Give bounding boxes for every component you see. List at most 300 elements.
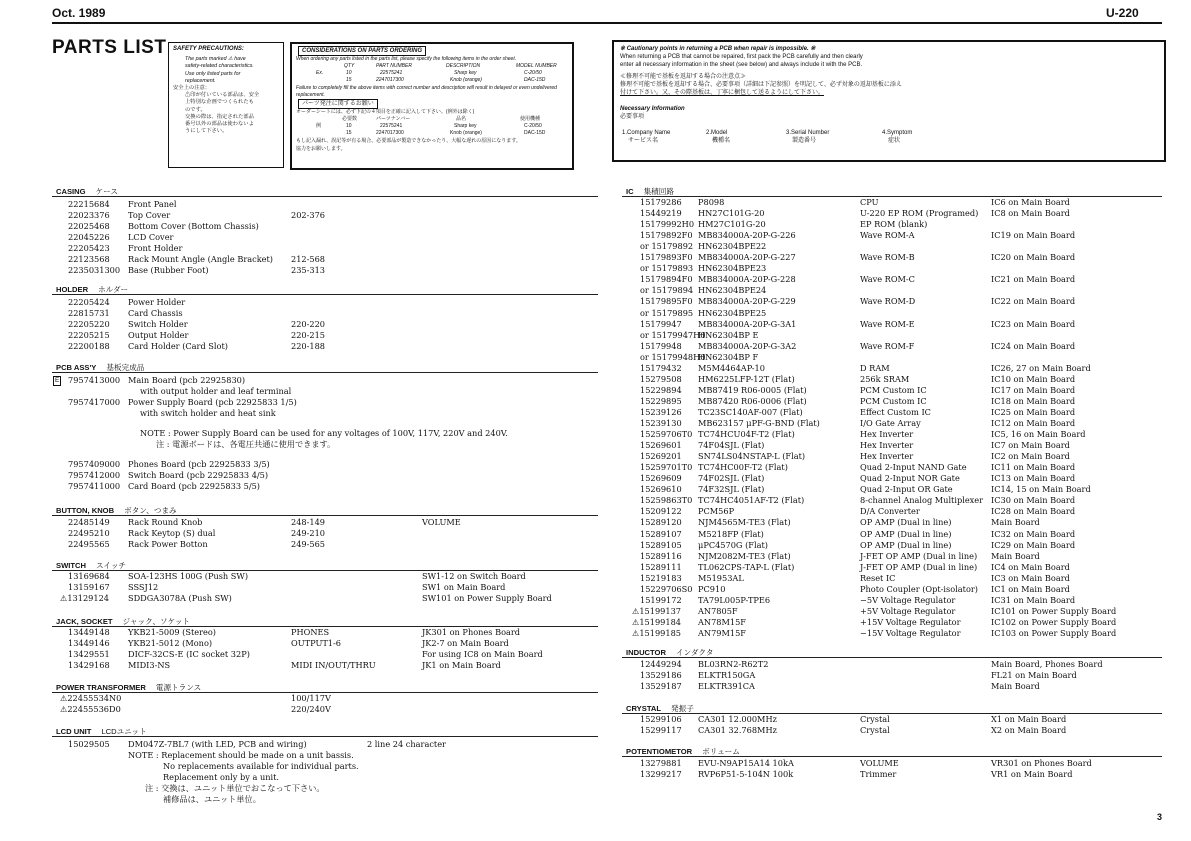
- part-number: 22205423: [68, 243, 110, 254]
- part-location: SW101 on Power Supply Board: [422, 593, 552, 604]
- part-description: DM047Z-7BL7 (with LED, PCB and wiring): [128, 739, 307, 749]
- part-location: FL21 on Main Board: [991, 670, 1077, 681]
- part-description: TC74HCU04F-T2 (Flat): [698, 429, 795, 440]
- caution-item-model-jp: 機種名: [712, 138, 731, 144]
- ordering-jp-note: 協力をお願いします。: [296, 145, 346, 152]
- part-description: Switch Board (pcb 22925833 4/5): [128, 470, 269, 481]
- part-description: 補修品は、ユニット単位。: [163, 794, 261, 805]
- ordering-ex-part: 22575241: [380, 70, 403, 77]
- part-number: 13169684: [68, 571, 110, 581]
- part-number: or 15179892: [640, 241, 694, 252]
- part-description: SOA-123HS 100G (Push SW): [128, 571, 249, 581]
- part-number: 22123568: [68, 254, 110, 265]
- part-description: PC910: [698, 583, 726, 594]
- part-number: 7957411000: [68, 481, 121, 492]
- part-location: Main Board: [991, 550, 1040, 561]
- ordering-jp-ex-label: 例: [316, 123, 322, 130]
- part-ref: 8-channel Analog Multiplexer: [860, 495, 984, 506]
- section-title-en: HOLDER: [56, 285, 89, 294]
- part-location: IC5, 16 on Main Board: [991, 429, 1086, 440]
- part-location: IC6 on Main Board: [991, 197, 1070, 207]
- part-number: 15289120: [640, 517, 682, 528]
- part-number: 13279881: [640, 758, 682, 768]
- part-description: HN62304BPE25: [698, 307, 767, 318]
- part-description: Power Supply Board (pcb 22925833 1/5): [128, 397, 297, 408]
- part-ref: −15V Voltage Regulator: [860, 627, 961, 638]
- ordering-jp-ex-part: 2247017300: [376, 130, 404, 137]
- part-number: 15269601: [640, 440, 682, 451]
- part-location: IC7 on Main Board: [991, 440, 1070, 451]
- part-ref: +5V Voltage Regulator: [860, 605, 956, 616]
- safety-line: safety-related characteristics.: [185, 63, 254, 70]
- part-description: MB834000A-20P-G-226: [698, 230, 796, 241]
- part-description: with output holder and leaf terminal: [140, 386, 292, 397]
- part-ref: OUTPUT1-6: [291, 638, 341, 649]
- part-number: 15269609: [640, 473, 682, 484]
- part-description: HM27C101G-20: [698, 219, 766, 230]
- part-number: 22205220: [68, 319, 110, 330]
- part-number: 15299117: [640, 725, 682, 736]
- section-title-jp: ジャック、ソケット: [122, 617, 190, 626]
- part-ref: MIDI IN/OUT/THRU: [291, 660, 376, 671]
- section-title-jp: インダクタ: [675, 648, 714, 657]
- part-ref: 249-565: [291, 539, 326, 550]
- part-location: IC103 on Power Supply Board: [991, 627, 1117, 638]
- caution-info-head: Necessary Information: [620, 106, 685, 112]
- part-description: Output Holder: [128, 330, 189, 341]
- section-title-jp: 基板完成品: [106, 363, 145, 372]
- part-location: IC19 on Main Board: [991, 230, 1076, 241]
- part-number: 13299217: [640, 769, 682, 780]
- part-number: or 15179948H0: [640, 351, 706, 362]
- caution-item-symptom: 4.Symptom: [882, 130, 913, 136]
- section-title-en: BUTTON, KNOB: [56, 506, 115, 515]
- part-location: IC32 on Main Board: [991, 528, 1076, 539]
- part-location: VOLUME: [422, 517, 461, 527]
- ordering-jp-ex-model: DAC-15D: [524, 130, 546, 137]
- part-number: 15289107: [640, 528, 682, 539]
- part-ref: I/O Gate Array: [860, 418, 921, 428]
- ordering-head: CONSIDERATIONS ON PARTS ORDERING: [298, 46, 426, 56]
- section-title-en: LCD UNIT: [56, 727, 92, 736]
- section-title-en: POWER TRANSFORMER: [56, 683, 146, 692]
- part-number: 15219183: [640, 572, 682, 583]
- safety-line: 番号以外の部品は使わないよ: [185, 121, 254, 128]
- part-description: No replacements available for individual parts.: [163, 761, 359, 772]
- section-title-jp: 電源トランス: [155, 683, 202, 692]
- part-number: 12449294: [640, 659, 682, 669]
- part-description: MB87420 R06-0006 (Flat): [698, 395, 807, 406]
- part-ref: Wave ROM-B: [860, 252, 915, 263]
- part-number: 22200188: [68, 341, 110, 352]
- section-title-jp: LCDユニット: [101, 727, 147, 736]
- part-location: IC2 on Main Board: [991, 451, 1070, 462]
- part-description: Power Holder: [128, 297, 186, 307]
- section-title-jp: ケース: [95, 187, 118, 196]
- part-description: SDDGA3078A (Push SW): [128, 593, 232, 604]
- e-mark-badge: E: [55, 377, 60, 384]
- part-description: EVU-N9AP15A14 10kA: [698, 758, 794, 768]
- part-location: X1 on Main Board: [991, 714, 1067, 724]
- part-number: 7957417000: [68, 397, 121, 408]
- part-location: X2 on Main Board: [991, 725, 1067, 736]
- header-date: Oct. 1989: [52, 6, 106, 20]
- part-number: 22045226: [68, 232, 110, 243]
- part-number: ⚠15199184: [632, 616, 682, 627]
- part-ref: Hex Inverter: [860, 451, 914, 462]
- part-location: Main Board, Phones Board: [991, 659, 1103, 669]
- section-title-en: IC: [626, 187, 634, 196]
- part-number: 22495210: [68, 528, 110, 539]
- header-model: U-220: [1106, 6, 1139, 20]
- part-number: 15239126: [640, 406, 682, 417]
- part-number: 22215684: [68, 199, 110, 209]
- part-location: IC22 on Main Board: [991, 296, 1076, 307]
- ordering-jp-col: パーツナンバー: [376, 116, 411, 123]
- ordering-jp-ex-qty: 10: [346, 123, 352, 130]
- part-ref: 2 line 24 character: [367, 739, 446, 749]
- part-ref: CPU: [860, 197, 879, 207]
- part-ref: Hex Inverter: [860, 429, 914, 440]
- part-ref: OP AMP (Dual in line): [860, 517, 952, 528]
- part-description: YKB21-5009 (Stereo): [128, 627, 216, 637]
- part-ref: OP AMP (Dual in line): [860, 528, 952, 539]
- caution-jp-line: 修理不可能で基板を返却する場合、必要事項（詳細は下記参照）を明記して、必ず対象の返却基板に添え: [620, 82, 902, 88]
- part-number: 15259706T0: [640, 429, 693, 440]
- part-description: MIDI3-NS: [128, 660, 171, 671]
- part-number: 22815731: [68, 308, 110, 319]
- part-location: JK2-7 on Main Board: [422, 638, 509, 649]
- part-ref: Wave ROM-C: [860, 274, 915, 285]
- section-rule: [52, 515, 598, 516]
- part-number: 22205424: [68, 297, 110, 307]
- part-number: 22023376: [68, 210, 110, 221]
- part-location: IC11 on Main Board: [991, 462, 1076, 473]
- part-ref: Quad 2-Input NAND Gate: [860, 462, 967, 473]
- part-description: P8098: [698, 197, 725, 207]
- caution-item-symptom-jp: 症状: [888, 138, 901, 144]
- part-description: Base (Rubber Foot): [128, 265, 209, 276]
- section-title-jp: ボリューム: [702, 747, 740, 756]
- part-ref: 249-210: [291, 528, 326, 539]
- safety-line: The parts marked ⚠ have: [185, 56, 246, 63]
- part-ref: D RAM: [860, 362, 890, 373]
- part-description: YKB21-5012 (Mono): [128, 638, 213, 649]
- part-description: AN79M15F: [698, 627, 746, 638]
- part-location: IC31 on Main Board: [991, 594, 1076, 605]
- part-description: NOTE : Replacement should be made on a unit bassis.: [128, 750, 354, 761]
- part-ref: 256k SRAM: [860, 373, 910, 384]
- part-description: Front Panel: [128, 199, 177, 209]
- caution-item-company-jp: サービス名: [628, 138, 659, 144]
- part-location: JK301 on Phones Board: [422, 627, 521, 637]
- section-title-jp: 集積回路: [643, 187, 674, 196]
- part-location: JK1 on Main Board: [422, 660, 501, 671]
- part-description: MB834000A-20P-G-229: [698, 296, 796, 307]
- part-ref: +15V Voltage Regulator: [860, 616, 961, 627]
- part-description: Main Board (pcb 22925830): [128, 375, 246, 385]
- part-description: 注 : 電源ボードは、各電圧共通に使用できます。: [156, 439, 336, 450]
- part-ref: J-FET OP AMP (Dual in line): [860, 550, 978, 561]
- section-title-en: SWITCH: [56, 561, 86, 570]
- part-ref: 202-376: [291, 210, 326, 221]
- part-description: 74F02SJL (Flat): [698, 473, 765, 484]
- part-ref: 248-149: [291, 517, 326, 527]
- ordering-ex-desc: Sharp key: [454, 70, 477, 77]
- ordering-jp-col: 必要数: [342, 116, 358, 123]
- header-rule: [52, 22, 1162, 24]
- part-ref: J-FET OP AMP (Dual in line): [860, 561, 978, 572]
- part-number: 15299106: [640, 714, 682, 724]
- part-number: 15029505: [68, 739, 110, 749]
- part-description: HN62304BPE22: [698, 241, 767, 252]
- part-ref: Hex Inverter: [860, 440, 914, 451]
- part-description: 74F04SJL (Flat): [698, 440, 765, 451]
- part-number: 15199172: [640, 594, 682, 605]
- caution-item-serial: 3.Serial Number: [786, 130, 830, 136]
- part-description: ELKTR150GA: [698, 670, 756, 681]
- part-number: 15179892F0: [640, 230, 693, 241]
- part-description: Card Chassis: [128, 308, 183, 319]
- part-number: 15229895: [640, 395, 682, 406]
- part-description: TC23SC140AF-007 (Flat): [698, 406, 803, 417]
- part-location: IC20 on Main Board: [991, 252, 1076, 263]
- part-description: MB834000A-20P-G-228: [698, 274, 796, 285]
- part-location: SW1 on Main Board: [422, 582, 506, 593]
- part-number: 13159167: [68, 582, 110, 593]
- part-number: 7957413000: [68, 375, 121, 385]
- part-description: TC74HC4051AF-T2 (Flat): [698, 495, 805, 506]
- part-number: 13449148: [68, 627, 110, 637]
- part-ref: Effect Custom IC: [860, 406, 931, 417]
- part-location: For using IC8 on Main Board: [422, 649, 543, 660]
- caution-jp-line: 付けて下さい。又、その際基板は、丁寧に梱包して送るようにして下さい。: [620, 90, 825, 96]
- part-ref: Photo Coupler (Opt-isolator): [860, 583, 979, 594]
- ordering-col-part: PART NUMBER: [376, 63, 412, 70]
- part-description: HN62304BPE24: [698, 285, 767, 296]
- ordering-jp-ex-qty: 15: [346, 130, 352, 137]
- safety-line: Use only listed parts for: [185, 70, 241, 77]
- pcb-return-caution-box: [612, 40, 1166, 162]
- part-ref: Crystal: [860, 714, 890, 724]
- ordering-jp-note: もし記入漏れ、誤記等が有る場合、必要部品が製造できなかったり、大幅な遅れの原因になります。: [296, 138, 521, 145]
- part-description: TC74HC00F-T2 (Flat): [698, 462, 788, 473]
- part-ref: VOLUME: [860, 758, 899, 768]
- part-location: VR301 on Phones Board: [991, 758, 1092, 768]
- part-location: IC101 on Power Supply Board: [991, 605, 1117, 616]
- caution-item-serial-jp: 製造番号: [792, 138, 817, 144]
- page-title: PARTS LIST: [52, 37, 167, 58]
- part-location: IC23 on Main Board: [991, 318, 1076, 329]
- part-number: 15229706S0: [640, 583, 693, 594]
- part-number: 22495565: [68, 539, 110, 550]
- part-description: AN7805F: [698, 605, 738, 616]
- section-rule: [52, 372, 598, 373]
- part-location: IC12 on Main Board: [991, 418, 1076, 428]
- ordering-ex-part: 2247017300: [376, 77, 404, 84]
- part-ref: Wave ROM-A: [860, 230, 915, 241]
- part-number: 15179948: [640, 340, 682, 351]
- part-number: 15239130: [640, 418, 682, 428]
- part-location: IC17 on Main Board: [991, 384, 1076, 395]
- section-rule: [52, 736, 598, 737]
- part-description: HN62304BPE23: [698, 263, 767, 274]
- ordering-ex-qty: 15: [346, 77, 352, 84]
- part-number: or 15179893: [640, 263, 694, 274]
- ordering-intro: When ordering any parts listed in the parts list, please specify the following items in the order sheet.: [296, 56, 517, 62]
- part-ref: Quad 2-Input NOR Gate: [860, 473, 960, 484]
- part-location: IC1 on Main Board: [991, 583, 1070, 594]
- part-description: Switch Holder: [128, 319, 188, 330]
- part-description: NJM2082M-TE3 (Flat): [698, 550, 791, 561]
- part-ref: PCM Custom IC: [860, 395, 927, 406]
- part-number: 15179894F0: [640, 274, 693, 285]
- part-description: MB834000A-20P-G-227: [698, 252, 796, 263]
- part-location: IC10 on Main Board: [991, 373, 1076, 384]
- part-description: MB87419 R06-0005 (Flat): [698, 384, 807, 395]
- part-description: with switch holder and heat sink: [140, 408, 276, 419]
- section-title-jp: ボタン、つまみ: [124, 506, 177, 515]
- part-number: 2235031300: [68, 265, 121, 276]
- part-ref: 220-220: [291, 319, 326, 330]
- part-location: IC25 on Main Board: [991, 406, 1076, 417]
- part-description: 注 : 交換は、ユニット単位でおこなって下さい。: [145, 783, 325, 794]
- part-location: IC24 on Main Board: [991, 340, 1076, 351]
- part-ref: PHONES: [291, 627, 330, 637]
- ordering-jp-col: 品名: [456, 116, 467, 123]
- page-number: 3: [1157, 812, 1163, 822]
- section-rule: [622, 657, 1162, 658]
- part-ref: Wave ROM-D: [860, 296, 916, 307]
- ordering-ex-label: Ex.: [316, 70, 324, 77]
- section-rule: [52, 294, 598, 295]
- section-title-jp: スイッチ: [95, 561, 127, 570]
- ordering-jp-ex-part: 22575241: [380, 123, 403, 130]
- ordering-ex-desc: Knob (orange): [450, 77, 482, 84]
- caution-head: ※ Cautionary points in returning a PCB when repair is impossible. ※: [620, 46, 816, 52]
- part-number: or 15179895: [640, 307, 694, 318]
- part-number: 15289111: [640, 561, 682, 572]
- part-description: NOTE : Power Supply Board can be used for any voltages of 100V, 117V, 220V and 240V.: [140, 428, 508, 439]
- parts-ordering-box: [290, 42, 574, 170]
- safety-line: 上特別な企画でつくられたも: [185, 99, 254, 106]
- part-description: Bottom Cover (Bottom Chassis): [128, 221, 259, 232]
- part-number: 15209122: [640, 506, 682, 517]
- part-number: 22205215: [68, 330, 110, 341]
- part-number: 22485149: [68, 517, 110, 527]
- ordering-col-desc: DESCRIPTION: [446, 63, 481, 70]
- part-description: CA301 32.768MHz: [698, 725, 777, 736]
- part-description: NJM4565M-TE3 (Flat): [698, 517, 791, 528]
- part-description: Top Cover: [128, 210, 171, 221]
- part-location: IC21 on Main Board: [991, 274, 1076, 285]
- part-description: Rack Power Botton: [128, 539, 208, 550]
- part-number: 15259701T0: [640, 462, 693, 473]
- part-description: Rack Mount Angle (Angle Bracket): [128, 254, 274, 265]
- caution-jp-head: ≪修理不可能で基板を返却する場合の注意点≫: [620, 74, 747, 80]
- part-description: Rack Keytop (S) dual: [128, 528, 216, 539]
- part-description: LCD Cover: [128, 232, 174, 243]
- part-ref: 235-313: [291, 265, 326, 276]
- part-location: IC26, 27 on Main Board: [991, 362, 1091, 373]
- part-description: CA301 12.000MHz: [698, 714, 777, 724]
- caution-info-jp: 必要事項: [620, 114, 645, 120]
- part-description: HN62304BP F: [698, 351, 759, 362]
- part-description: TL062CPS-TAP-L (Flat): [698, 561, 795, 572]
- part-number: 13429551: [68, 649, 110, 660]
- ordering-jp-col: 使用機種: [520, 116, 541, 123]
- safety-line: replacement.: [185, 77, 216, 84]
- part-number: 7957412000: [68, 470, 121, 481]
- part-description: HM6225LFP-12T (Flat): [698, 373, 795, 384]
- part-location: IC30 on Main Board: [991, 495, 1076, 506]
- part-ref: OP AMP (Dual in line): [860, 539, 952, 550]
- part-description: PCM56P: [698, 506, 735, 517]
- safety-line: 安全上の注意：: [173, 85, 211, 92]
- part-description: SSSJ12: [128, 582, 159, 593]
- part-number: 15269201: [640, 451, 682, 462]
- safety-head: SAFETY PRECAUTIONS:: [173, 46, 244, 52]
- part-ref: Trimmer: [860, 769, 897, 780]
- part-number: 15449219: [640, 208, 682, 219]
- part-location: IC29 on Main Board: [991, 539, 1076, 550]
- part-location: IC8 on Main Board: [991, 208, 1070, 219]
- part-description: 74F32SJL (Flat): [698, 484, 765, 495]
- part-description: MB834000A-20P-G-3A2: [698, 340, 797, 351]
- part-description: Card Board (pcb 22925833 5/5): [128, 481, 260, 492]
- part-number: or 15179894: [640, 285, 694, 296]
- caution-item-model: 2.Model: [706, 130, 728, 136]
- part-ref: 220-215: [291, 330, 326, 341]
- part-location: IC102 on Power Supply Board: [991, 616, 1117, 627]
- part-description: MB834000A-20P-G-3A1: [698, 318, 797, 329]
- ordering-ex-qty: 10: [346, 70, 352, 77]
- part-number: 15279508: [640, 373, 682, 384]
- caution-line: When returning a PCB that cannot be repaired, first pack the PCB carefully and then clearly: [620, 54, 863, 60]
- safety-line: うにして下さい。: [185, 128, 228, 135]
- part-description: Rack Round Knob: [128, 517, 203, 527]
- part-location: VR1 on Main Board: [991, 769, 1073, 780]
- part-description: AN78M15F: [698, 616, 746, 627]
- section-rule: [52, 196, 598, 197]
- ordering-jp-ex-desc: Knob (orange): [450, 130, 482, 137]
- part-number: 7957409000: [68, 458, 121, 469]
- part-number: or 15179947H0: [640, 329, 706, 340]
- part-number: 13429168: [68, 660, 110, 671]
- part-location: IC13 on Main Board: [991, 473, 1076, 484]
- part-number: 15269610: [640, 484, 682, 495]
- safety-precautions-box: [168, 42, 284, 168]
- part-number: 15179947: [640, 318, 682, 329]
- caution-item-company: 1.Company Name: [622, 130, 671, 136]
- section-title-en: POTENTIOMETOR: [626, 747, 693, 756]
- part-ref: 212-568: [291, 254, 326, 265]
- part-location: Main Board: [991, 517, 1040, 528]
- part-ref: 220/240V: [291, 704, 331, 715]
- part-description: ELKTR391CA: [698, 681, 755, 692]
- ordering-jp-intro: オーダーシートには、必ず下記の４項目を正確に記入して下さい。(例外は除く): [296, 109, 475, 116]
- part-number: ⚠22455536D0: [60, 704, 121, 715]
- ordering-jp-ex-model: C-20/50: [524, 123, 542, 130]
- part-ref: Reset IC: [860, 572, 896, 583]
- ordering-jp-ex-desc: Sharp key: [454, 123, 477, 130]
- part-ref: Wave ROM-F: [860, 340, 915, 351]
- part-number: 15179992H0: [640, 219, 695, 230]
- part-number: 15179286: [640, 197, 682, 207]
- part-number: 15179895F0: [640, 296, 693, 307]
- part-description: HN27C101G-20: [698, 208, 765, 219]
- ordering-ex-model: DAC-15D: [524, 77, 546, 84]
